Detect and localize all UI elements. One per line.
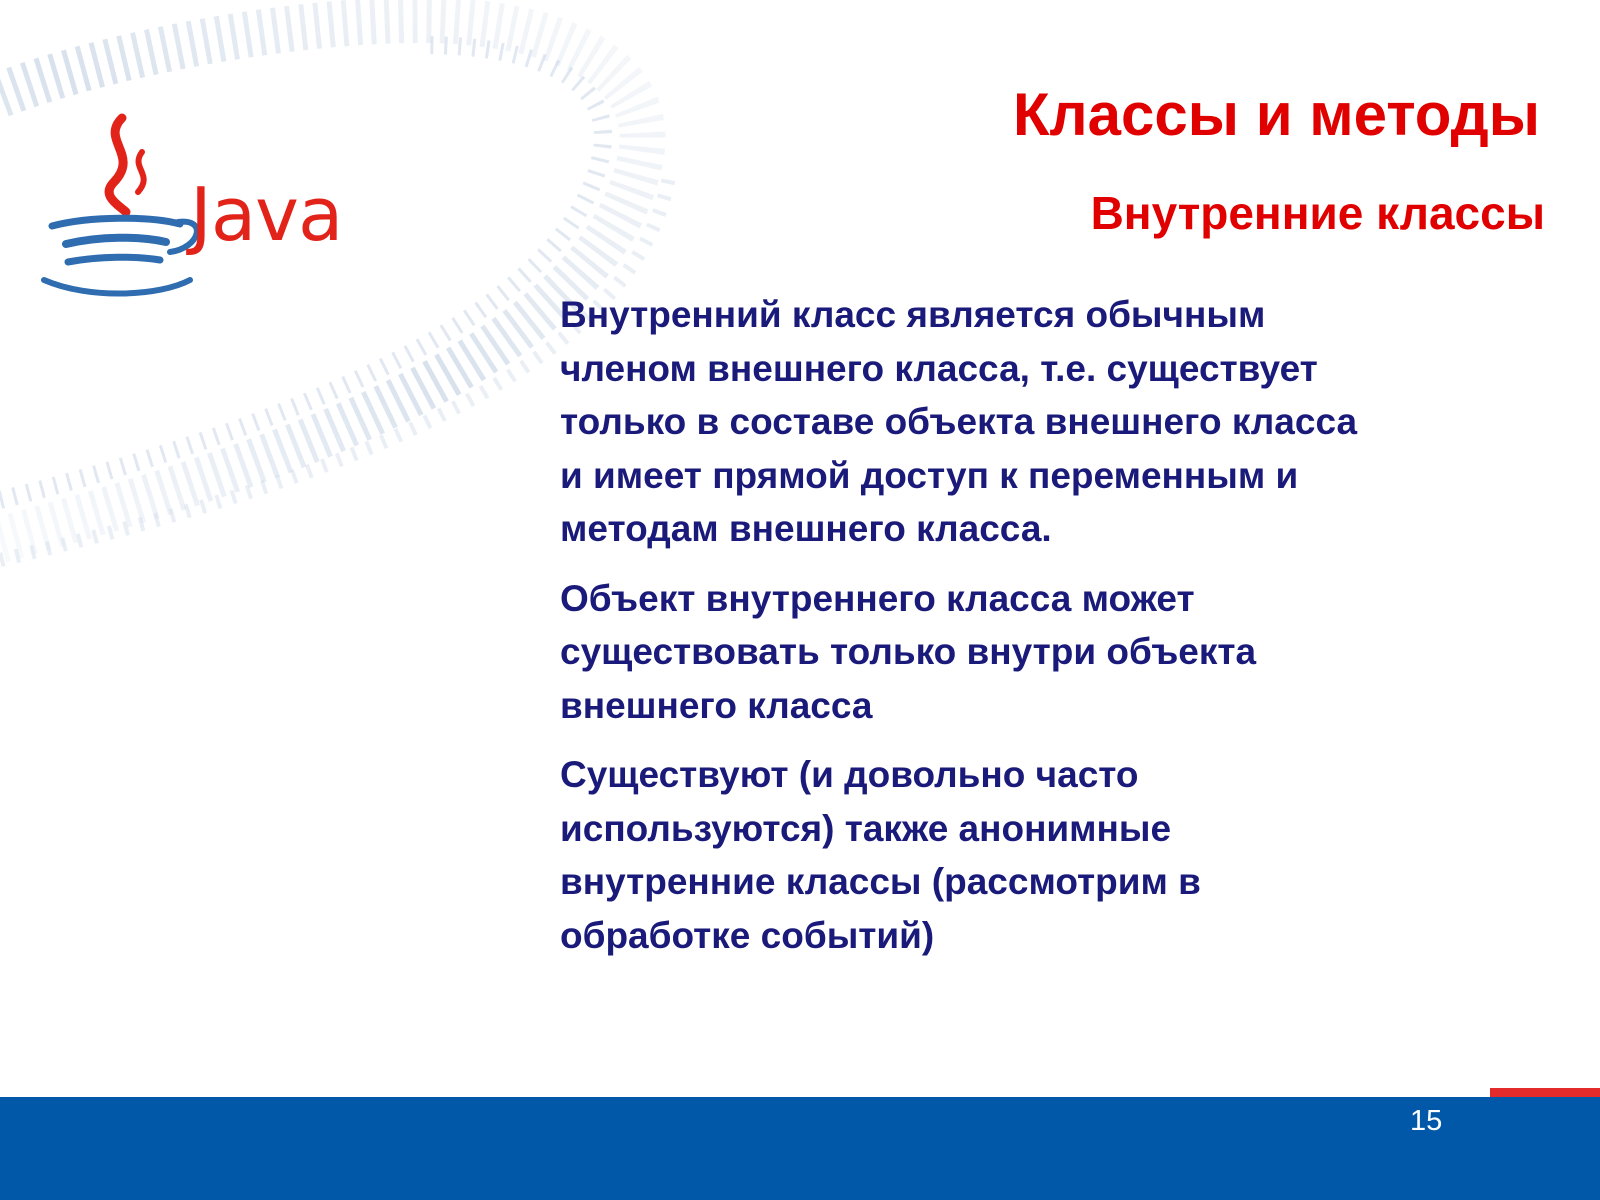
paragraph-1 [560,288,1560,556]
text-line: существовать только внутри объекта [560,631,1257,672]
text-line: только в составе объекта внешнего класса [560,401,1358,442]
footer-bar [0,1097,1600,1200]
text-line: Объект внутреннего класса может [560,577,1195,619]
paragraph-3 [560,748,1560,962]
body-text [560,288,1560,978]
text-line: обработке событий) [560,914,935,956]
java-wordmark: Java [190,172,343,258]
text-line: используются) также анонимные [560,807,1172,849]
slide-title: Классы и методы [1012,81,1540,148]
text-line: внутренние классы (рассмотрим в [560,861,1201,902]
text-line: Существуют (и довольно часто [560,754,1139,795]
slide-subtitle: Внутренние классы [1090,187,1545,239]
text-line: внешнего класса [560,684,873,726]
paragraph-2 [560,572,1560,733]
footer-accent-line [1490,1088,1600,1097]
text-line: членом внешнего класса, т.е. существует [560,347,1318,389]
text-line: Внутренний класс является обычным [560,294,1266,335]
text-line: и имеет прямой доступ к переменным и [560,454,1299,496]
page-number: 15 [1410,1105,1443,1137]
text-line: методам внешнего класса. [560,508,1052,549]
